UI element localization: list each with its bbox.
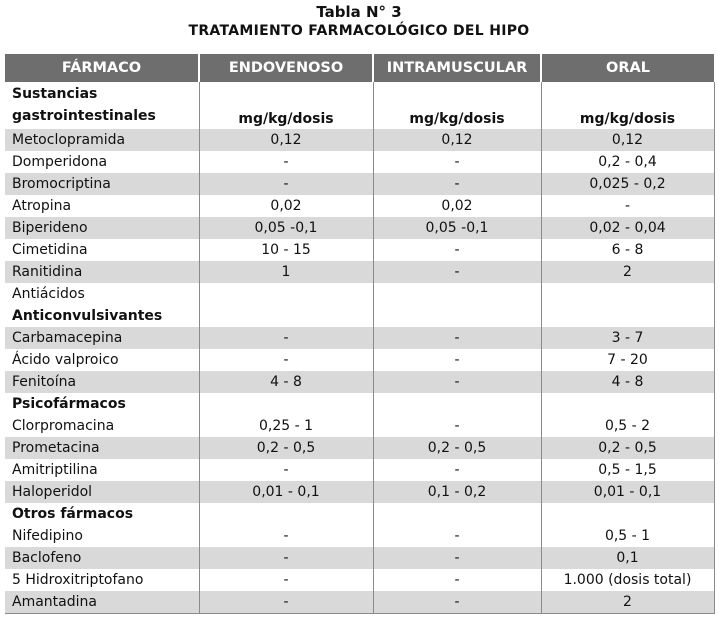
drug-name: Metoclopramida bbox=[5, 129, 199, 151]
dose-oral: 4 - 8 bbox=[541, 371, 714, 393]
table-row bbox=[5, 459, 714, 481]
table-row bbox=[5, 591, 714, 614]
dose-endovenoso: - bbox=[199, 525, 373, 547]
empty-cell bbox=[541, 393, 714, 415]
drug-name: Nifedipino bbox=[12, 528, 83, 544]
table-subtitle: TRATAMIENTO FARMACOLÓGICO DEL HIPO bbox=[188, 23, 530, 39]
dose-intramuscular: - bbox=[373, 569, 541, 591]
dose-oral: 7 - 20 bbox=[541, 349, 714, 371]
drug-name: Carbamacepina bbox=[5, 327, 199, 349]
dose-endovenoso: - bbox=[199, 173, 373, 195]
section-row bbox=[5, 503, 714, 525]
drug-name: Baclofeno bbox=[5, 547, 199, 569]
drug-name: Haloperidol bbox=[5, 481, 199, 503]
dose-intramuscular: 0,12 bbox=[373, 129, 541, 151]
dose-intramuscular: - bbox=[373, 415, 541, 437]
table-caption bbox=[0, 0, 718, 40]
dose-oral: 0,01 - 0,1 bbox=[541, 481, 714, 503]
dose-intramuscular: - bbox=[373, 239, 541, 261]
dose-endovenoso: 4 - 8 bbox=[199, 371, 373, 393]
dose-oral: 0,02 - 0,04 bbox=[541, 217, 714, 239]
drug-name: Atropina bbox=[12, 198, 72, 214]
drug-name: Bromocriptina bbox=[5, 173, 199, 195]
table-row bbox=[5, 173, 714, 195]
dose-intramuscular: - bbox=[373, 173, 541, 195]
drug-name: Cimetidina bbox=[12, 242, 88, 258]
dose-endovenoso: 0,25 - 1 bbox=[199, 415, 373, 437]
section-row bbox=[5, 393, 714, 415]
header-endovenoso: ENDOVENOSO bbox=[199, 54, 373, 82]
dose-endovenoso: 0,01 - 0,1 bbox=[199, 481, 373, 503]
dose-endovenoso: 0,02 bbox=[199, 195, 373, 217]
dose-intramuscular: 0,1 - 0,2 bbox=[373, 481, 541, 503]
dose-endovenoso: - bbox=[199, 349, 373, 371]
dose-oral: 6 - 8 bbox=[541, 239, 714, 261]
dose-intramuscular: - bbox=[373, 261, 541, 283]
dose-intramuscular: - bbox=[373, 371, 541, 393]
dose-oral bbox=[541, 283, 714, 305]
dose-oral: 0,2 - 0,5 bbox=[541, 437, 714, 459]
dose-intramuscular bbox=[373, 283, 541, 305]
dose-endovenoso: - bbox=[199, 459, 373, 481]
dose-oral: 0,1 bbox=[541, 547, 714, 569]
dose-oral: - bbox=[541, 195, 714, 217]
dose-oral: 2 bbox=[541, 591, 714, 614]
section-name: Sustancias gastrointestinales bbox=[5, 82, 199, 129]
table-row bbox=[5, 371, 714, 393]
drug-name: Ácido valproico bbox=[12, 352, 119, 368]
dose-intramuscular: - bbox=[373, 349, 541, 371]
dose-endovenoso: 0,12 bbox=[199, 129, 373, 151]
empty-cell bbox=[541, 305, 714, 327]
empty-cell bbox=[373, 503, 541, 525]
header-farmaco: FÁRMACO bbox=[5, 54, 199, 82]
section-name: Psicofármacos bbox=[5, 393, 199, 415]
unit-label: mg/kg/dosis bbox=[541, 82, 714, 129]
drug-name: Biperideno bbox=[5, 217, 199, 239]
section-name: Anticonvulsivantes bbox=[5, 305, 199, 327]
drug-name: 5 Hidroxitriptofano bbox=[12, 572, 144, 588]
table-row bbox=[5, 481, 714, 503]
drug-name: Fenitoína bbox=[5, 371, 199, 393]
empty-cell bbox=[199, 503, 373, 525]
section-row bbox=[5, 305, 714, 327]
dose-endovenoso bbox=[199, 283, 373, 305]
table-row bbox=[5, 569, 714, 591]
table-row bbox=[5, 283, 714, 305]
dose-oral: 0,5 - 2 bbox=[541, 415, 714, 437]
dose-intramuscular: - bbox=[373, 327, 541, 349]
dose-oral: 0,025 - 0,2 bbox=[541, 173, 714, 195]
dose-intramuscular: - bbox=[373, 525, 541, 547]
drug-name: Clorpromacina bbox=[12, 418, 115, 434]
header-row bbox=[5, 54, 714, 82]
table-row bbox=[5, 525, 714, 547]
table-row bbox=[5, 151, 714, 173]
unit-label: mg/kg/dosis bbox=[373, 82, 541, 129]
dose-endovenoso: - bbox=[199, 591, 373, 614]
drug-name: Domperidona bbox=[12, 154, 108, 170]
dose-oral: 3 - 7 bbox=[541, 327, 714, 349]
dose-endovenoso: 10 - 15 bbox=[199, 239, 373, 261]
table-body bbox=[5, 82, 714, 614]
dose-endovenoso: 0,2 - 0,5 bbox=[199, 437, 373, 459]
drug-name: Antiácidos bbox=[12, 286, 85, 302]
dose-intramuscular: 0,05 -0,1 bbox=[373, 217, 541, 239]
drug-name: Prometacina bbox=[5, 437, 199, 459]
section-name: Otros fármacos bbox=[5, 503, 199, 525]
dose-oral: 0,12 bbox=[541, 129, 714, 151]
table-row bbox=[5, 261, 714, 283]
table-row bbox=[5, 239, 714, 261]
empty-cell bbox=[199, 305, 373, 327]
dose-endovenoso: - bbox=[199, 327, 373, 349]
table-row bbox=[5, 437, 714, 459]
table-title: Tabla N° 3 bbox=[316, 3, 402, 21]
dose-intramuscular: - bbox=[373, 547, 541, 569]
dose-endovenoso: - bbox=[199, 569, 373, 591]
dose-oral: 1.000 (dosis total) bbox=[541, 569, 714, 591]
table-row bbox=[5, 547, 714, 569]
dose-intramuscular: - bbox=[373, 459, 541, 481]
drug-table bbox=[5, 54, 715, 614]
dose-intramuscular: 0,02 bbox=[373, 195, 541, 217]
header-intramuscular: INTRAMUSCULAR bbox=[373, 54, 541, 82]
dose-oral: 0,5 - 1 bbox=[541, 525, 714, 547]
table-row bbox=[5, 327, 714, 349]
unit-label: mg/kg/dosis bbox=[199, 82, 373, 129]
empty-cell bbox=[373, 393, 541, 415]
dose-endovenoso: 1 bbox=[199, 261, 373, 283]
table-row bbox=[5, 217, 714, 239]
section-row bbox=[5, 82, 714, 129]
table-row bbox=[5, 415, 714, 437]
header-oral: ORAL bbox=[541, 54, 714, 82]
dose-oral: 0,2 - 0,4 bbox=[541, 151, 714, 173]
dose-endovenoso: 0,05 -0,1 bbox=[199, 217, 373, 239]
dose-endovenoso: - bbox=[199, 151, 373, 173]
dose-intramuscular: - bbox=[373, 151, 541, 173]
dose-oral: 2 bbox=[541, 261, 714, 283]
drug-name: Amantadina bbox=[5, 591, 199, 614]
empty-cell bbox=[373, 305, 541, 327]
dose-intramuscular: - bbox=[373, 591, 541, 614]
dose-intramuscular: 0,2 - 0,5 bbox=[373, 437, 541, 459]
empty-cell bbox=[199, 393, 373, 415]
drug-name: Amitriptilina bbox=[12, 462, 98, 478]
table-row bbox=[5, 349, 714, 371]
table-row bbox=[5, 129, 714, 151]
empty-cell bbox=[541, 503, 714, 525]
table-row bbox=[5, 195, 714, 217]
dose-endovenoso: - bbox=[199, 547, 373, 569]
dose-oral: 0,5 - 1,5 bbox=[541, 459, 714, 481]
drug-name: Ranitidina bbox=[5, 261, 199, 283]
